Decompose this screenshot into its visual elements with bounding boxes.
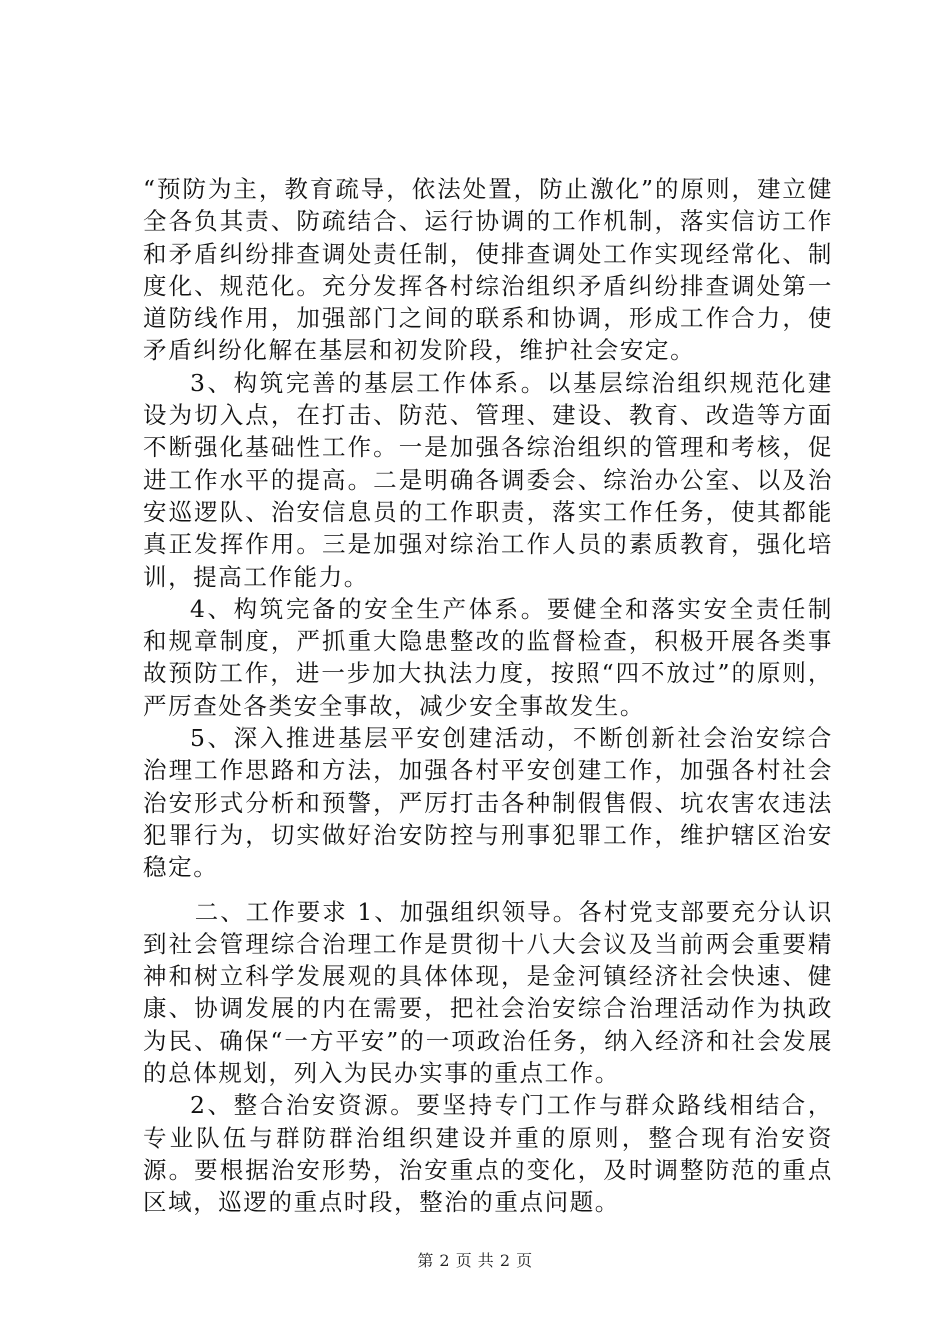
paragraph-6: 2、整合治安资源。要坚持专门工作与群众路线相结合，专业队伍与群防群治组织建设并重的原则，整合现有治安资源。要根据治安形势，治安重点的变化，及时调整防范的重点区域，巡逻的重点时段，整治的重点问题。: [143, 1091, 833, 1217]
paragraph-2: 3、构筑完善的基层工作体系。以基层综治组织规范化建设为切入点，在打击、防范、管理、建设、教育、改造等方面不断强化基础性工作。一是加强各综治组织的管理和考核，促进工作水平的提高。二是明确各调委会、综治办公室、以及治安巡逻队、治安信息员的工作职责，落实工作任务，使其都能真正发挥作用。三是加强对综治工作人员的素质教育，强化培训，提高工作能力。: [143, 368, 833, 591]
paragraph-5: 二、工作要求 1、加强组织领导。各村党支部要充分认识到社会管理综合治理工作是贯彻十八大会议及当前两会重要精神和树立科学发展观的具体体现，是金河镇经济社会快速、健康、协调发展的内在需要，把社会治安综合治理活动作为执政为民、确保“一方平安”的一项政治任务，纳入经济和社会发展的总体规划，列入为民办实事的重点工作。: [143, 897, 833, 1088]
paragraph-4: 5、深入推进基层平安创建活动，不断创新社会治安综合治理工作思路和方法，加强各村平安创建工作，加强各村社会治安形式分析和预警，严厉打击各种制假售假、坑农害农违法犯罪行为，切实做好治安防控与刑事犯罪工作，维护辖区治安稳定。: [143, 724, 833, 882]
paragraph-1: “预防为主，教育疏导，依法处置，防止激化”的原则，建立健全各负其责、防疏结合、运行协调的工作机制，落实信访工作和矛盾纠纷排查调处责任制，使排查调处工作实现经常化、制度化、规范化。充分发挥各村综治组织矛盾纠纷排查调处第一道防线作用，加强部门之间的联系和协调，形成工作合力，使矛盾纠纷化解在基层和初发阶段，维护社会安定。: [143, 175, 833, 365]
page-footer: 第 2 页 共 2 页: [417, 1251, 533, 1270]
document-body: [143, 173, 833, 1219]
paragraph-3: 4、构筑完备的安全生产体系。要健全和落实安全责任制和规章制度，严抓重大隐患整改的监督检查，积极开展各类事故预防工作，进一步加大执法力度，按照“四不放过”的原则，严厉查处各类安全事故，减少安全事故发生。: [143, 594, 833, 720]
